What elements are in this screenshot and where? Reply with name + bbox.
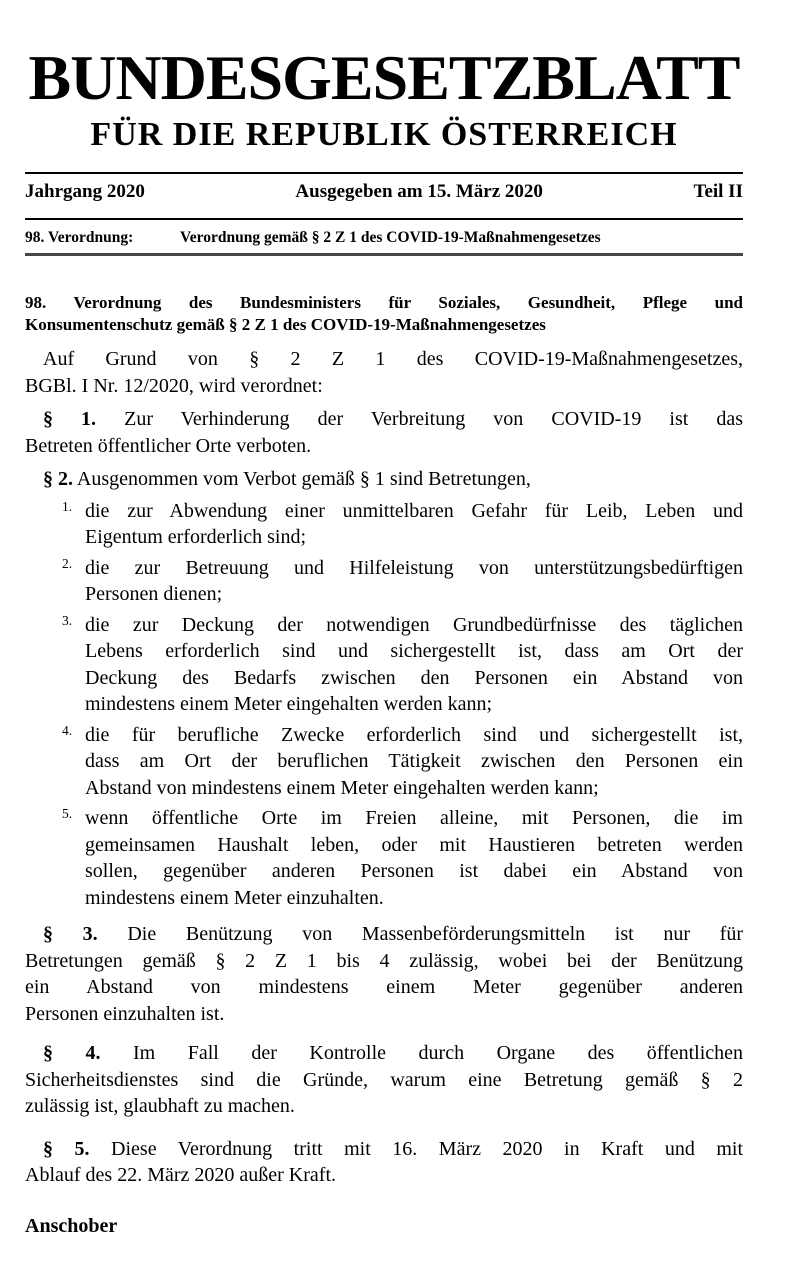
text-line: dass am Ort der beruflichen Tätigkeit zwischen den Personen ein — [85, 750, 743, 772]
contents-entry-number: 98. Verordnung: — [25, 229, 134, 246]
text-line: Lebens erforderlich sind und sichergestellt ist, dass am Ort der — [85, 640, 743, 662]
text-line: wenn öffentliche Orte im Freien alleine, mit Personen, die im — [85, 807, 743, 829]
section-label: § 1. — [43, 408, 97, 430]
text-line: die zur Abwendung einer unmittelbaren Gefahr für Leib, Leben und — [85, 499, 743, 522]
text-line: die für berufliche Zwecke erforderlich sind und sichergestellt ist, — [85, 723, 743, 746]
list-item — [25, 555, 743, 608]
issue-part: Teil II — [693, 181, 743, 202]
text-line: BGBl. I Nr. 12/2020, wird verordnet: — [25, 374, 323, 397]
issue-meta-row — [25, 174, 743, 218]
text-line: 98. Verordnung des Bundesministers für Soziales, Gesundheit, Pflege und — [25, 293, 743, 312]
list-item-number: 5. — [62, 806, 73, 821]
text-line: Eigentum erforderlich sind; — [85, 526, 307, 548]
text-line: Personen einzuhalten ist. — [25, 1002, 225, 1025]
regulation-heading — [25, 292, 743, 336]
text-line: Betretungen gemäß § 2 Z 1 bis 4 zulässig, wobei bei der Benützung — [25, 949, 743, 972]
text-line: § 5. Diese Verordnung tritt mit 16. März 2020 in Kraft und mit — [43, 1137, 744, 1160]
text-line: die zur Deckung der notwendigen Grundbedürfnisse des täglichen — [85, 613, 743, 636]
list-item — [25, 612, 743, 718]
section-label: § 4. — [43, 1042, 101, 1064]
list-item-number: 1. — [62, 498, 73, 514]
section-paragraph — [25, 921, 743, 1027]
issue-year: Jahrgang 2020 — [25, 181, 145, 202]
text-line: Auf Grund von § 2 Z 1 des COVID-19-Maßnahmengesetzes, — [43, 348, 743, 370]
section-paragraph — [25, 466, 743, 493]
text-line: sollen, gegenüber anderen Personen ist dabei ein Abstand von — [85, 860, 743, 882]
gazette-title: BUNDESGESETZBLATT — [28, 42, 740, 113]
gazette-subtitle: FÜR DIE REPUBLIK ÖSTERREICH — [90, 116, 678, 153]
contents-row — [25, 220, 743, 253]
list-item — [25, 805, 743, 911]
regulation-body — [25, 292, 743, 1240]
masthead — [25, 0, 743, 154]
numbered-list — [25, 498, 743, 912]
paragraph — [25, 346, 743, 399]
text-line: Sicherheitsdienstes sind die Gründe, warum eine Betretung gemäß § 2 — [25, 1068, 743, 1091]
issue-date: Ausgegeben am 15. März 2020 — [295, 181, 543, 202]
section-label: § 2. — [43, 468, 73, 490]
section-paragraph — [25, 1136, 743, 1189]
header-rule-bottom — [25, 253, 743, 256]
text-line: § 3. Die Benützung von Massenbeförderungsmitteln ist nur für — [43, 923, 744, 945]
contents-entry-title: Verordnung gemäß § 2 Z 1 des COVID-19-Maßnahmengesetzes — [180, 229, 601, 246]
regulation-blocks — [25, 292, 743, 1189]
list-item-number: 4. — [62, 722, 73, 738]
text-line: § 2. Ausgenommen vom Verbot gemäß § 1 sind Betretungen, — [43, 468, 531, 490]
list-item-number: 2. — [62, 555, 73, 571]
section-paragraph — [25, 406, 743, 459]
section-paragraph — [25, 1040, 743, 1120]
text-line: Betreten öffentlicher Orte verboten. — [25, 434, 312, 457]
text-line: mindestens einem Meter einzuhalten. — [85, 886, 384, 909]
section-label: § 5. — [43, 1137, 90, 1160]
text-line: § 1. Zur Verhinderung der Verbreitung von COVID-19 ist das — [43, 408, 744, 430]
text-line: mindestens einem Meter eingehalten werden kann; — [85, 693, 493, 715]
text-line: ein Abstand von mindestens einem Meter gegenüber anderen — [25, 976, 743, 998]
text-line: Konsumentenschutz gemäß § 2 Z 1 des COVID-19-Maßnahmengesetzes — [25, 315, 546, 334]
text-line: Abstand von mindestens einem Meter eingehalten werden kann; — [85, 776, 599, 799]
signature: Anschober — [25, 1214, 118, 1237]
text-line: zulässig ist, glaubhaft zu machen. — [25, 1095, 295, 1117]
text-line: § 4. Im Fall der Kontrolle durch Organe des öffentlichen — [43, 1042, 744, 1064]
list-item — [25, 498, 743, 551]
text-line: Ablauf des 22. März 2020 außer Kraft. — [25, 1164, 337, 1186]
text-line: die zur Betreuung und Hilfeleistung von unterstützungsbedürftigen — [85, 556, 743, 579]
list-item-number: 3. — [62, 612, 73, 628]
section-label: § 3. — [43, 923, 98, 945]
text-line: gemeinsamen Haushalt leben, oder mit Haustieren betreten werden — [85, 833, 743, 856]
text-line: Personen dienen; — [85, 583, 223, 605]
text-line: Deckung des Bedarfs zwischen den Personen ein Abstand von — [85, 666, 743, 689]
list-item — [25, 722, 743, 802]
